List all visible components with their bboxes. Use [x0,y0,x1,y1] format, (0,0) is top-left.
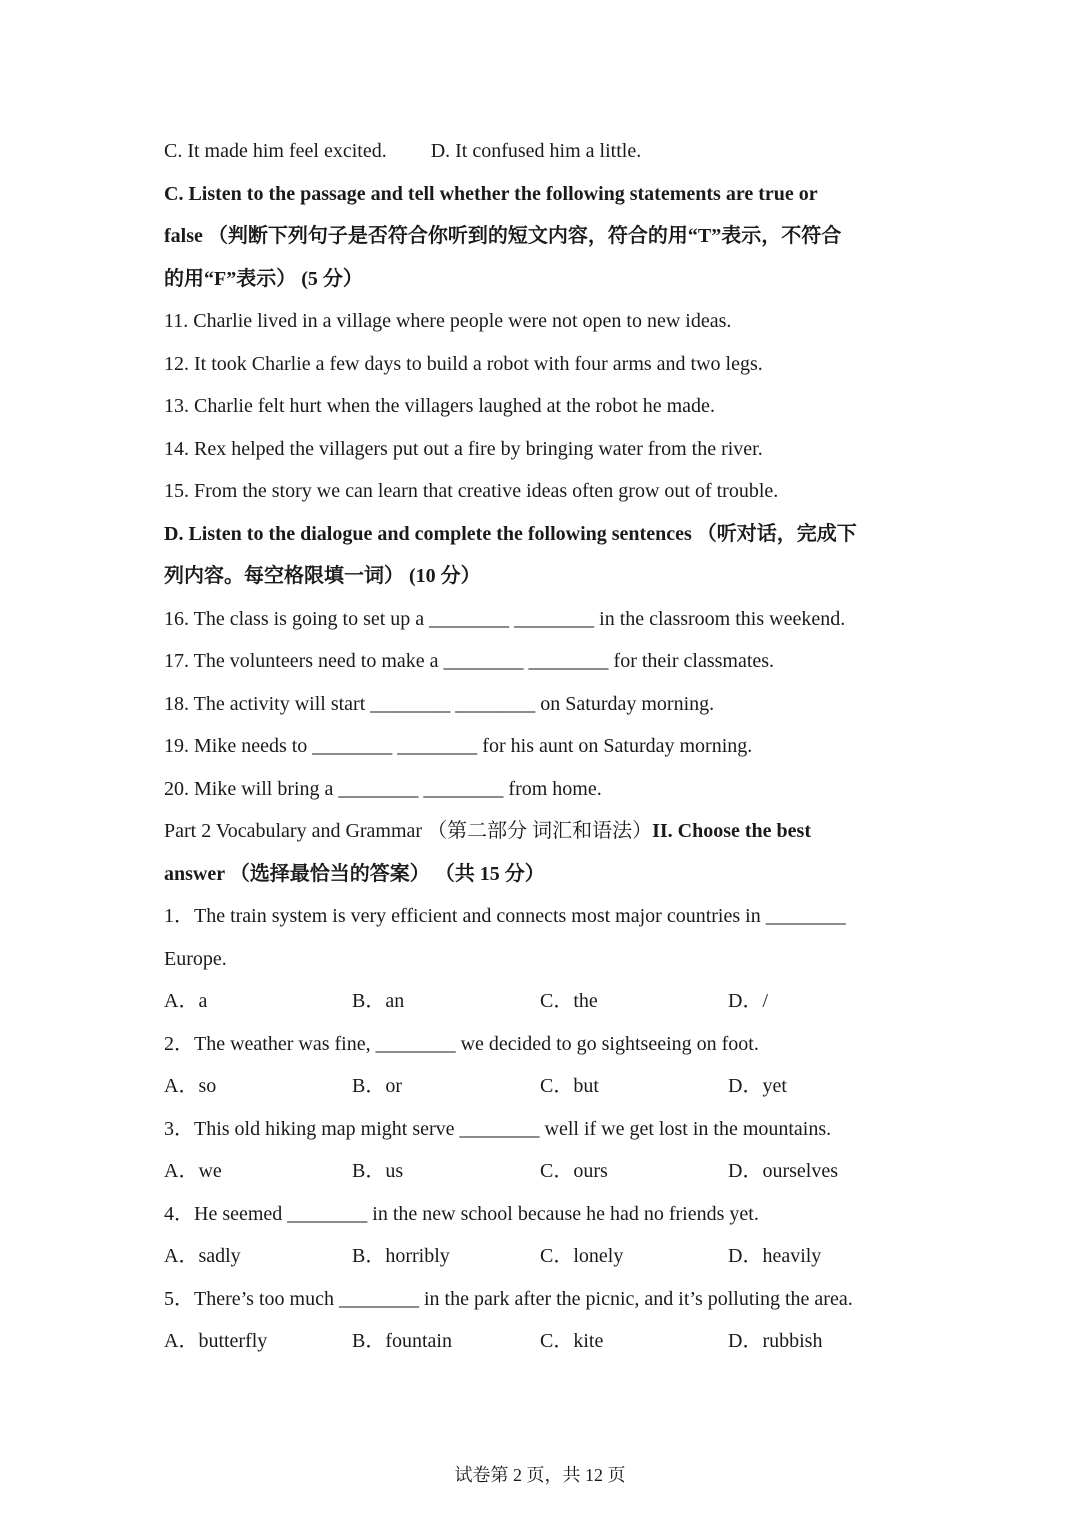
question-1-stem: 1．The train system is very efficient and connects most major countries in ________ [164,905,846,927]
section-d-heading-1: D. Listen to the dialogue and complete the following sentences （听对话，完成下 [164,522,857,545]
sentence-19: 19. Mike needs to ________ ________ for his aunt on Saturday morning. [164,735,753,757]
part2-heading-2: answer （选择最恰当的答案） （共 15 分） [164,862,545,885]
option-c: C．but [540,1075,599,1097]
previous-question-options [164,130,924,173]
part2-title: Part 2 Vocabulary and Grammar （第二部分 词汇和语法） [164,820,653,842]
option-d: D．yet [728,1075,787,1097]
option-a: A．we [164,1160,222,1182]
question-5-stem: 5．There’s too much ________ in the park after the picnic, and it’s polluting the area. [164,1287,853,1310]
sentence-16: 16. The class is going to set up a ________ ________ in the classroom this weekend. [164,607,846,630]
page-content [164,130,924,1363]
question-3-options [164,1150,924,1193]
question-2-stem: 2．The weather was fine, ________ we decided to go sightseeing on foot. [164,1032,759,1055]
option-d: D．ourselves [728,1160,838,1182]
question-4-stem: 4．He seemed ________ in the new school because he had no friends yet. [164,1202,759,1225]
question-2-options [164,1065,924,1108]
option-c: C．kite [540,1330,604,1352]
option-d: D．heavily [728,1245,822,1267]
question-3-stem: 3．This old hiking map might serve ________ well if we get lost in the mountains. [164,1117,832,1140]
statement-15: 15. From the story we can learn that creative ideas often grow out of trouble. [164,480,779,502]
option-a: A．sadly [164,1245,241,1267]
section-c-heading-1: C. Listen to the passage and tell whether the following statements are true or [164,182,818,205]
option-d: D．rubbish [728,1330,823,1352]
option-c: C．ours [540,1160,608,1182]
statement-11: 11. Charlie lived in a village where people were not open to new ideas. [164,310,732,332]
question-1-options [164,980,924,1023]
part2-heading-1 [164,810,924,853]
option-b: B．or [352,1075,402,1097]
question-1-stem-cont: Europe. [164,947,227,970]
option-b: B．an [352,990,405,1012]
statement-14: 14. Rex helped the villagers put out a fire by bringing water from the river. [164,437,763,460]
question-4-options [164,1235,924,1278]
sentence-18: 18. The activity will start ________ ________ on Saturday morning. [164,692,715,715]
option-c: C．lonely [540,1245,624,1267]
option-c: C. It made him feel excited. [164,140,387,162]
option-a: A．butterfly [164,1330,268,1352]
option-b: B．fountain [352,1330,452,1352]
part2-section-title: II. Choose the best [652,820,811,842]
option-c: C．the [540,990,598,1012]
section-d-heading-2: 列内容。每空格限填一词） (10 分） [164,565,481,587]
statement-12: 12. It took Charlie a few days to build a robot with four arms and two legs. [164,352,763,375]
option-d: D．/ [728,990,768,1012]
option-a: A．a [164,990,208,1012]
sentence-20: 20. Mike will bring a ________ ________ from home. [164,777,602,800]
option-b: B．horribly [352,1245,450,1267]
option-a: A．so [164,1075,217,1097]
option-b: B．us [352,1160,404,1182]
section-c-heading-2: false （判断下列句子是否符合你听到的短文内容，符合的用“T”表示，不符合 [164,225,842,247]
section-c-heading-3: 的用“F”表示） (5 分） [164,267,363,290]
sentence-17: 17. The volunteers need to make a ________ ________ for their classmates. [164,650,775,672]
question-5-options [164,1320,924,1363]
statement-13: 13. Charlie felt hurt when the villagers laughed at the robot he made. [164,395,715,417]
page-footer: 试卷第 2 页，共 12 页 [454,1465,626,1485]
option-d: D. It confused him a little. [430,140,642,162]
